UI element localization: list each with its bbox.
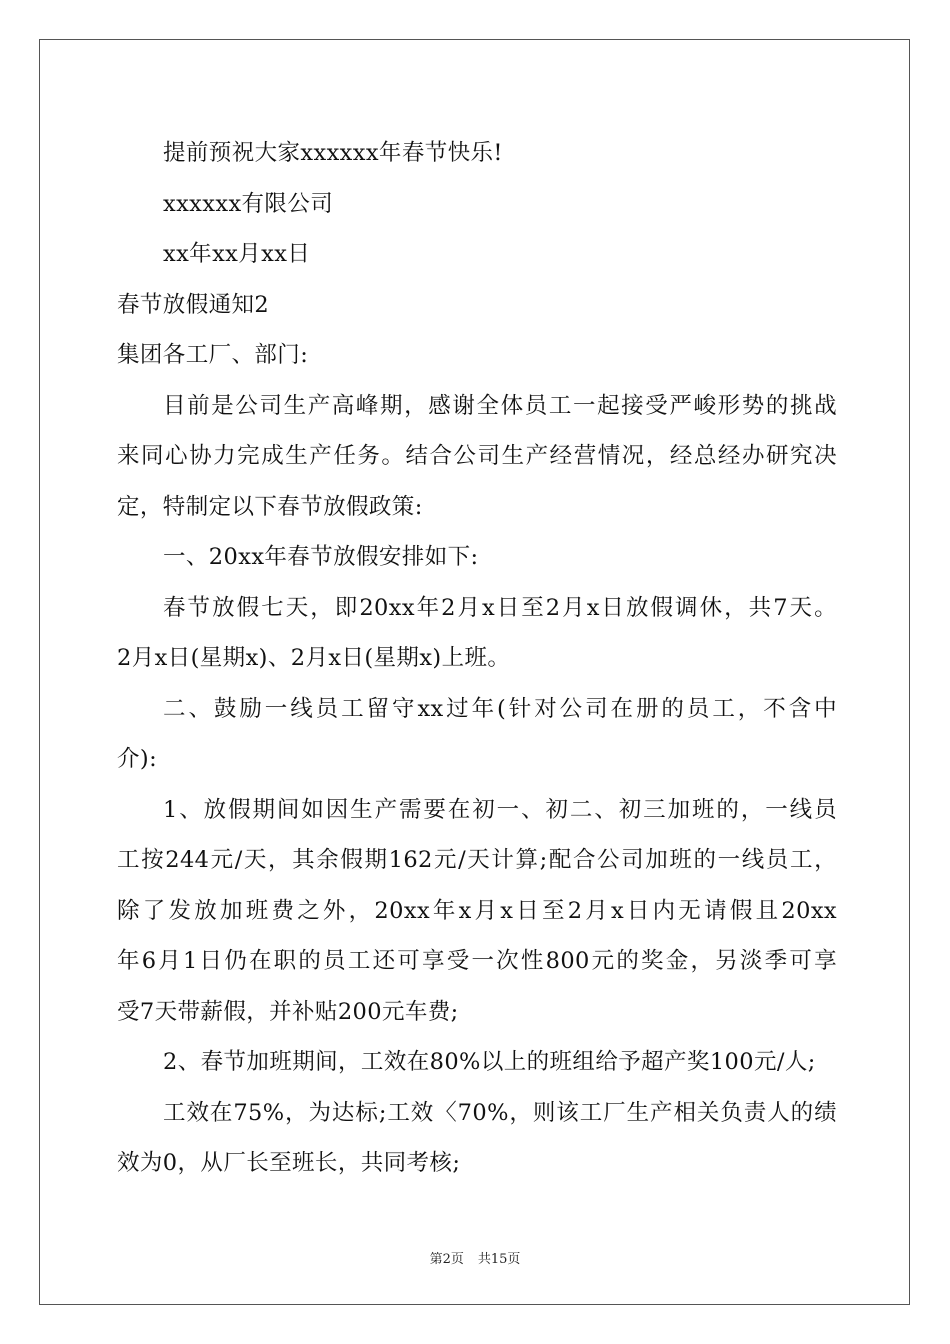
paragraph-line: 介): xyxy=(117,746,158,772)
paragraph-line: 目前是公司生产高峰期，感谢全体员工一起接受严峻形势的挑战 xyxy=(163,392,837,419)
paragraph-line: 年6月1日仍在职的员工还可享受一次性800元的奖金，另淡季可享 xyxy=(117,948,837,974)
paragraph-line: 定，特制定以下春节放假政策: xyxy=(117,493,423,520)
recipient-line: 集团各工厂、部门: xyxy=(117,342,309,368)
paragraph-line: 效为0，从厂长至班长，共同考核; xyxy=(117,1150,461,1176)
paragraph-line: 工按244元/天，其余假期162元/天计算;配合公司加班的一线员工， xyxy=(117,847,837,873)
document-body xyxy=(117,128,837,1189)
page-footer xyxy=(0,1248,950,1267)
list-item: 1、放假期间如因生产需要在初一、初二、初三加班的，一线员 xyxy=(163,796,837,823)
page-number: 第2页 xyxy=(429,1252,464,1267)
section-heading: 一、20xx年春节放假安排如下: xyxy=(163,544,479,570)
paragraph-line: 工效在75%，为达标;工效〈70%，则该工厂生产相关负责人的绩 xyxy=(163,1099,837,1126)
section-heading: 二、鼓励一线员工留守xx过年(针对公司在册的员工，不含中 xyxy=(163,695,837,722)
notice-title: 春节放假通知2 xyxy=(117,291,270,318)
page-total: 共15页 xyxy=(477,1252,521,1267)
paragraph-line: 受7天带薪假，并补贴200元车费; xyxy=(117,998,459,1025)
list-item: 2、春节加班期间，工效在80%以上的班组给予超产奖100元/人; xyxy=(163,1049,816,1075)
greeting-line: 提前预祝大家xxxxxx年春节快乐! xyxy=(163,140,503,166)
company-name: xxxxxx有限公司 xyxy=(163,190,334,217)
paragraph-line: 来同心协力完成生产任务。结合公司生产经营情况，经总经办研究决 xyxy=(117,443,837,469)
date-line: xx年xx月xx日 xyxy=(163,241,311,267)
paragraph-line: 除了发放加班费之外，20xx年x月x日至2月x日内无请假且20xx xyxy=(117,897,837,924)
paragraph-line: 2月x日(星期x)、2月x日(星期x)上班。 xyxy=(117,645,511,671)
paragraph-line: 春节放假七天，即20xx年2月x日至2月x日放假调休，共7天。 xyxy=(163,594,837,621)
